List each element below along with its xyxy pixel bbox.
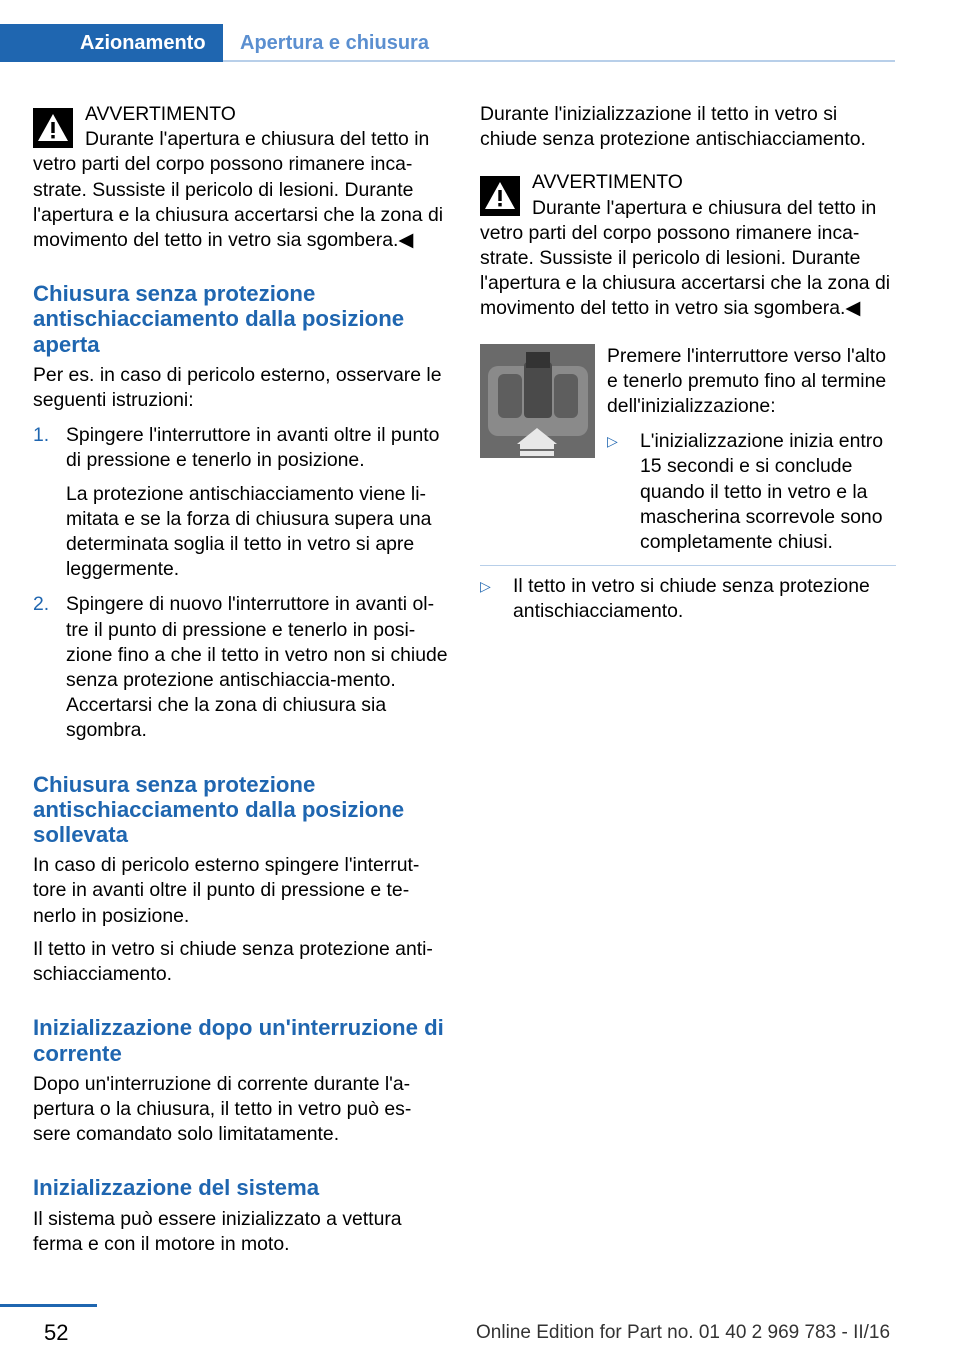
header-section-tab[interactable] [0,24,223,62]
paragraph: Durante l'inizializzazione il tetto in vetro si chiude senza protezione antischiacciamento. [480,103,866,151]
warning-triangle-icon [480,176,520,216]
paragraph: Il sistema può essere inizializzato a vettura ferma e con il motore in moto. [33,1207,402,1255]
page-number: 52 [44,1320,69,1345]
header-subsection-tab[interactable]: Apertura e chiusura [240,32,429,54]
step-text: Spingere l'interruttore in avanti oltre il punto di pressione e tenerlo in posizione. [66,424,440,472]
footer-rule [0,1304,97,1307]
section-heading-system-init: Inizializzazione del sistema [33,1175,320,1201]
left-column [33,102,449,1257]
header-rule [223,60,895,62]
step-number: 2. [33,593,50,616]
warning-title: AVVERTIMENTO [85,103,236,125]
paragraph: In caso di pericolo esterno spingere l'interrut-tore in avanti oltre il punto di pressione e te-nerlo in posizione. [33,854,420,927]
roof-switch-illustration [480,344,595,458]
warning-text: Durante l'apertura e chiusura del tetto in vetro parti del corpo possono rimanere inca-strate. Sussiste il pericolo di lesioni. Durante l'apertura e la chiusura accertarsi che la zona di movimento del tetto in vetro sia sgombera.◀ [480,196,891,320]
step-text: Spingere di nuovo l'interruttore in avanti ol-tre il punto di pressione e tenerlo in posi-zione fino a che il tetto in vetro non si chiude senza protezione antischiaccia-mento. Accertarsi che la zona di chiusura sia sgombra. [66,593,448,742]
warning-block [480,170,896,321]
step-subtext: La protezione antischiacciamento viene li-mitata e se la forza di chiusura supera una determinata soglia il tetto in vetro si apre leggermente. [66,482,432,581]
header-section-label: Azionamento [80,32,206,54]
list-item [607,429,896,555]
section-heading-raised-position: Chiusura senza protezione antischiacciamento dalla posizione sollevata [33,771,405,848]
list-item [33,423,449,582]
steps-list [33,423,449,743]
instruction-text: Premere l'interruttore verso l'alto e tenerlo premuto fino al termine dell'inizializzazione: [607,344,887,418]
warning-triangle-icon [33,108,73,148]
right-column [480,102,896,635]
warning-title: AVVERTIMENTO [532,171,683,194]
triangle-bullet-icon: ▷ [480,578,491,595]
list-item [480,574,896,624]
bullet-text: L'inizializzazione inizia entro 15 secondi e si conclude quando il tetto in vetro e la mascherina scorrevole sono completamente chiusi. [640,430,883,554]
bullet-text: Il tetto in vetro si chiude senza protezione antischiacciamento. [513,575,870,623]
outer-bullet-list [480,574,896,624]
section-intro: Per es. in caso di pericolo esterno, osservare le seguenti istruzioni: [33,363,442,412]
roof-switch-photo [480,344,595,458]
paragraph: Il tetto in vetro si chiude senza protezione anti-schiacciamento. [33,937,433,986]
inner-bullet-list [607,429,896,555]
footer-edition: Online Edition for Part no. 01 40 2 969 783 - II/16 [476,1322,891,1343]
divider [480,565,896,566]
section-heading-open-position: Chiusura senza protezione antischiacciamento dalla posizione aperta [33,281,405,357]
paragraph: Dopo un'interruzione di corrente durante l'a-pertura o la chiusura, il tetto in vetro può es-sere comandato solo limitatamente. [33,1072,412,1146]
section-heading-power-interruption: Inizializzazione dopo un'interruzione di corrente [33,1015,444,1066]
step-number: 1. [33,424,50,447]
warning-block [33,102,449,253]
warning-text: Durante l'apertura e chiusura del tetto in vetro parti del corpo possono rimanere inca-strate. Sussiste il pericolo di lesioni. Durante l'apertura e la chiusura accertarsi che la zona di movimento del tetto in vetro sia sgombera.◀ [33,128,444,252]
photo-row [480,344,896,556]
triangle-bullet-icon: ▷ [607,433,618,450]
list-item [33,592,449,743]
